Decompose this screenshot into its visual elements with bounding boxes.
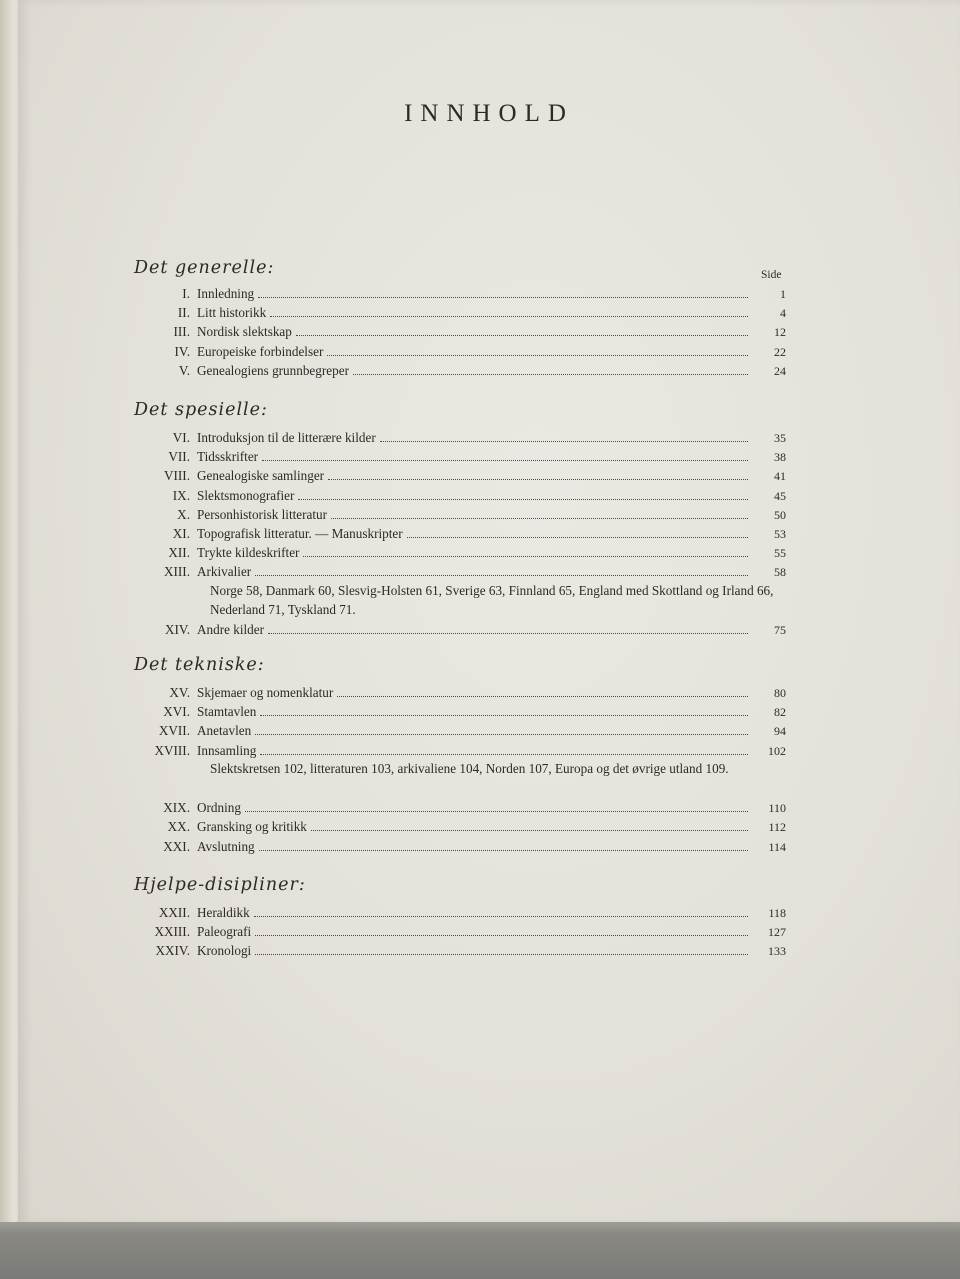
dot-leader <box>296 334 748 336</box>
chapter-number: XXI. <box>163 838 190 854</box>
page-number: 24 <box>774 363 786 378</box>
dot-leader <box>331 517 748 519</box>
chapter-number: XV. <box>169 685 190 700</box>
dot-leader <box>262 459 748 461</box>
section-heading: Det tekniske: <box>134 655 265 675</box>
chapter-number: XI. <box>172 526 190 541</box>
chapter-title: Topografisk litteratur. — Manuskripter <box>197 526 403 541</box>
section-heading: Det spesielle: <box>134 400 268 420</box>
chapter-number: XXIV. <box>155 943 190 959</box>
side-column-label: Side <box>761 269 782 281</box>
page-number: 41 <box>774 469 786 484</box>
chapter-title: Introduksjon til de litterære kilder <box>197 430 376 445</box>
chapter-title: Europeiske forbindelser <box>197 343 324 359</box>
page-bottom-edge <box>0 1222 960 1279</box>
toc-entry <box>118 284 786 303</box>
chapter-number: IV. <box>174 343 190 359</box>
toc-entry <box>118 721 786 740</box>
dot-leader <box>258 296 748 298</box>
page-number: 102 <box>768 743 786 758</box>
chapter-number: XXII. <box>158 905 190 920</box>
toc-entry <box>118 505 786 524</box>
toc-entry <box>118 562 786 581</box>
chapter-title: Kronologi <box>197 943 252 959</box>
toc-entry <box>118 941 786 960</box>
chapter-title: Anetavlen <box>197 723 252 739</box>
chapter-title: Litt historikk <box>197 305 267 321</box>
chapter-title: Slektsmonografier <box>197 487 295 503</box>
chapter-title: Innledning <box>197 286 255 301</box>
page-number: 22 <box>774 344 786 359</box>
chapter-title: Ordning <box>197 800 241 816</box>
dot-leader <box>303 555 748 557</box>
page-number: 94 <box>774 724 786 739</box>
toc-entry <box>118 322 786 341</box>
section-heading: Hjelpe-disipliner: <box>134 875 306 895</box>
dot-leader <box>259 849 748 851</box>
chapter-number: VIII. <box>164 468 190 484</box>
dot-leader <box>255 953 748 955</box>
page-number: 53 <box>774 527 786 541</box>
toc-entry <box>118 903 786 922</box>
page-number: 50 <box>774 507 786 522</box>
toc-entry <box>118 303 786 322</box>
toc-entry <box>118 817 786 836</box>
toc-entry <box>118 620 786 639</box>
dot-leader <box>260 753 748 755</box>
chapter-number: XVI. <box>163 704 190 720</box>
dot-leader <box>380 440 748 442</box>
chapter-title: Tidsskrifter <box>197 449 259 465</box>
chapter-number: XIV. <box>164 622 190 637</box>
dot-leader <box>311 829 748 831</box>
dot-leader <box>245 810 748 812</box>
dot-leader <box>327 354 748 356</box>
page-title: INNHOLD <box>404 100 574 127</box>
chapter-title: Trykte kildeskrifter <box>197 545 300 561</box>
toc-entry <box>118 543 786 562</box>
chapter-number: XVIII. <box>154 742 190 758</box>
toc-entry <box>118 466 786 485</box>
dot-leader <box>260 714 748 716</box>
page-number: 75 <box>774 623 786 637</box>
dot-leader <box>407 536 748 538</box>
chapter-subtopics: Slektskretsen 102, litteraturen 103, arkivaliene 104, Norden 107, Europa og det øvrige utland 109. <box>210 760 729 776</box>
chapter-title: Gransking og kritikk <box>197 819 307 835</box>
dot-leader <box>268 632 748 634</box>
chapter-number: XX. <box>167 819 190 835</box>
toc-entry <box>118 683 786 702</box>
toc-entry <box>118 524 786 543</box>
page-number: 80 <box>774 686 786 700</box>
chapter-title: Genealogiske samlinger <box>197 468 325 484</box>
dot-leader <box>353 373 748 375</box>
page-number: 45 <box>774 488 786 503</box>
chapter-number: XVII. <box>158 723 190 739</box>
toc-entry <box>118 741 786 760</box>
page-number: 110 <box>768 801 786 816</box>
book-page <box>18 0 960 1225</box>
page-number: 12 <box>774 325 786 340</box>
dot-leader <box>298 498 748 500</box>
chapter-title: Innsamling <box>197 742 257 758</box>
chapter-number: III. <box>173 324 190 340</box>
chapter-number: VII. <box>168 449 190 465</box>
chapter-title: Heraldikk <box>197 905 250 920</box>
section-heading: Det generelle: <box>134 258 275 278</box>
chapter-title: Paleografi <box>197 924 252 940</box>
dot-leader <box>255 934 748 936</box>
page-number: 133 <box>768 944 786 959</box>
page-number: 58 <box>774 565 786 580</box>
page-number: 118 <box>768 906 786 920</box>
dot-leader <box>270 315 748 317</box>
chapter-number: XXIII. <box>154 924 190 940</box>
chapter-number: V. <box>178 362 190 378</box>
toc-entry <box>118 447 786 466</box>
chapter-number: XIII. <box>164 564 190 580</box>
toc-entry <box>118 486 786 505</box>
chapter-title: Genealogiens grunnbegreper <box>197 362 349 378</box>
toc-entry <box>118 798 786 817</box>
page-number: 82 <box>774 705 786 720</box>
page-number: 38 <box>774 450 786 465</box>
chapter-subtopics: Norge 58, Danmark 60, Slesvig-Holsten 61, Sverige 63, Finnland 65, England med Skottland og Irland 66, Nederland 71, Tyskland 71. <box>210 582 774 617</box>
chapter-number: II. <box>177 305 190 321</box>
page-number: 1 <box>780 287 786 301</box>
toc-entry <box>118 428 786 447</box>
toc-entry <box>118 342 786 361</box>
dot-leader <box>255 574 748 576</box>
chapter-title: Stamtavlen <box>197 704 257 720</box>
dot-leader <box>254 915 748 917</box>
chapter-title: Andre kilder <box>197 622 265 637</box>
chapter-title: Skjemaer og nomenklatur <box>197 685 334 700</box>
chapter-title: Arkivalier <box>197 564 252 580</box>
toc-entry <box>118 922 786 941</box>
chapter-number: XIX. <box>163 800 190 816</box>
chapter-number: IX. <box>172 487 190 503</box>
page-number: 55 <box>774 546 786 561</box>
page-number: 4 <box>780 306 786 321</box>
dot-leader <box>328 478 748 480</box>
chapter-title: Personhistorisk litteratur <box>197 506 328 522</box>
page-number: 127 <box>768 925 786 940</box>
dot-leader <box>337 695 748 697</box>
chapter-number: I. <box>182 286 190 301</box>
chapter-number: VI. <box>172 430 190 445</box>
chapter-title: Nordisk slektskap <box>197 324 292 340</box>
chapter-number: XII. <box>168 545 190 561</box>
page-number: 35 <box>774 431 786 445</box>
page-number: 114 <box>768 839 786 854</box>
dot-leader <box>255 733 748 735</box>
toc-entry <box>118 361 786 380</box>
toc-entry <box>118 837 786 856</box>
toc-entry <box>118 702 786 721</box>
page-number: 112 <box>768 820 786 835</box>
chapter-number: X. <box>177 506 190 522</box>
chapter-title: Avslutning <box>197 838 255 854</box>
